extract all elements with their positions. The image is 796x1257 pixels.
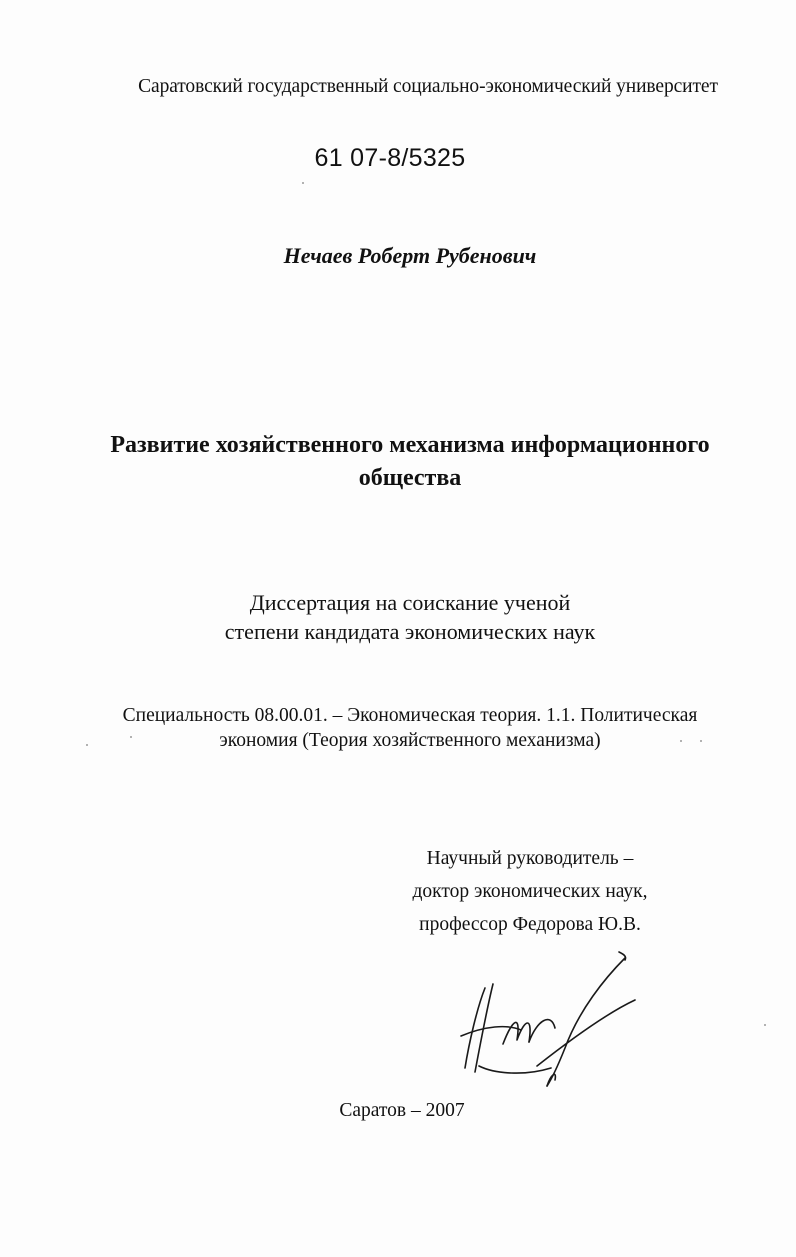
scan-speck bbox=[680, 740, 682, 742]
specialty-line-2: экономия (Теория хозяйственного механизма) bbox=[219, 730, 601, 751]
dissertation-title-line-2: общества bbox=[358, 465, 462, 491]
supervisor-role: Научный руководитель – bbox=[426, 848, 634, 869]
city-and-year: Саратов – 2007 bbox=[339, 1100, 465, 1121]
dissertation-title-line-1: Развитие хозяйственного механизма информационного bbox=[110, 432, 710, 458]
supervisor-name: профессор Федорова Ю.В. bbox=[419, 914, 641, 935]
degree-statement-line-2: степени кандидата экономических наук bbox=[224, 619, 596, 644]
degree-statement-line-1: Диссертация на соискание ученой bbox=[249, 590, 571, 615]
specialty-line-1: Специальность 08.00.01. – Экономическая теория. 1.1. Политическая bbox=[122, 705, 698, 726]
scan-speck bbox=[764, 1024, 766, 1026]
scan-speck bbox=[302, 182, 304, 184]
registration-code: 61 07-8/5325 bbox=[314, 144, 466, 172]
scan-speck bbox=[86, 744, 88, 746]
supervisor-degree: доктор экономических наук, bbox=[412, 881, 648, 902]
university-name: Саратовский государственный социально-экономический университет bbox=[138, 76, 718, 97]
handwritten-signature bbox=[455, 948, 655, 1088]
scan-speck bbox=[700, 740, 702, 742]
scan-speck bbox=[130, 736, 132, 738]
author-name: Нечаев Роберт Рубенович bbox=[283, 243, 537, 268]
